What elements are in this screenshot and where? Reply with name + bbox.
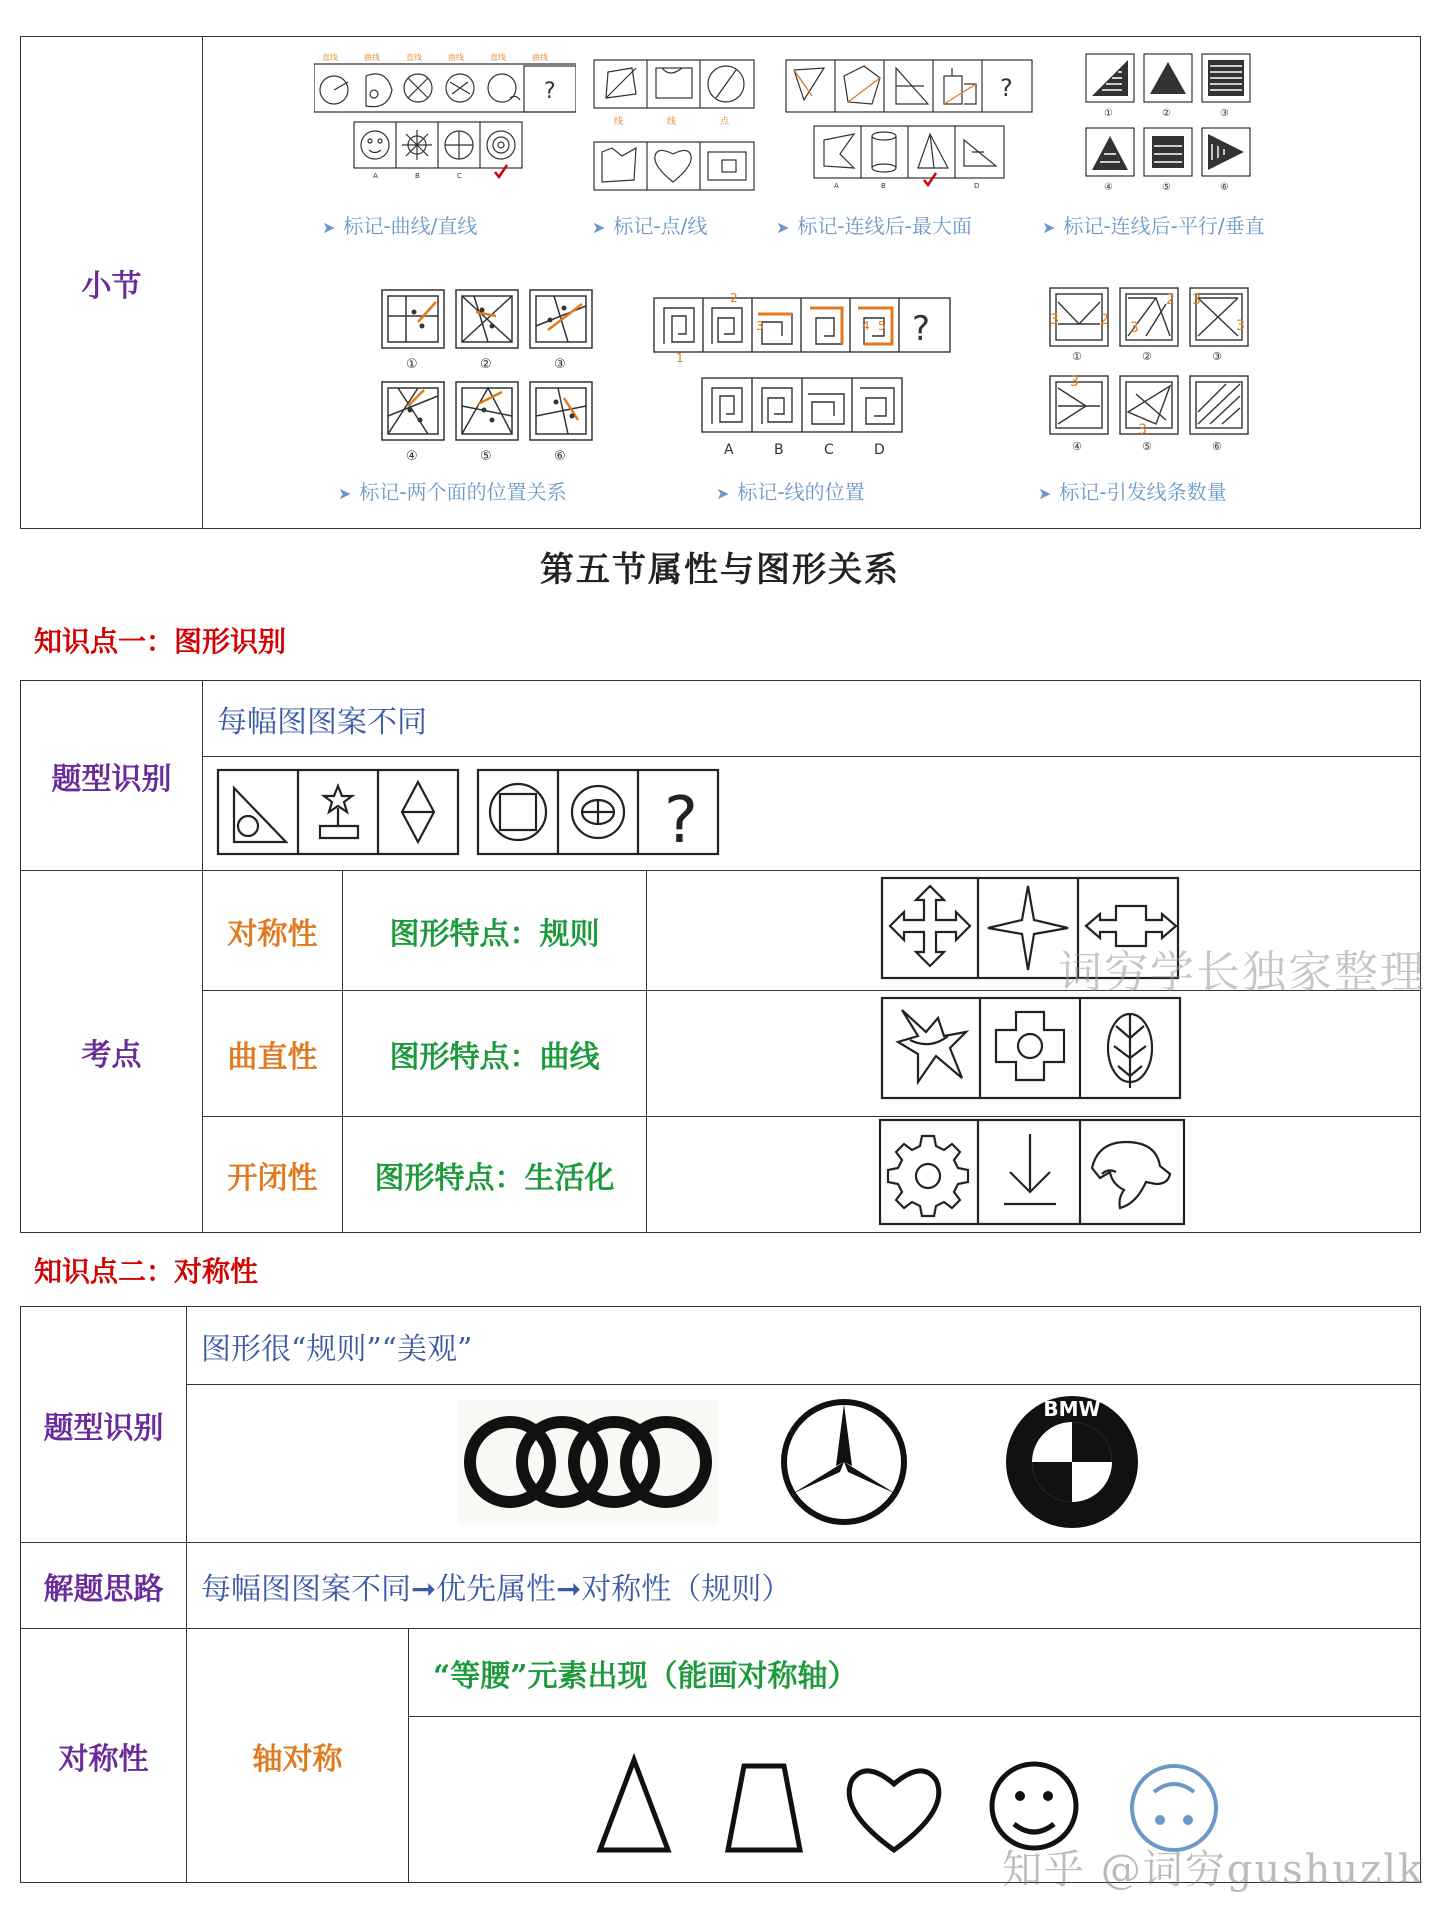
audi-logo bbox=[458, 1400, 718, 1524]
svg-text:①: ① bbox=[1072, 350, 1082, 363]
caption-line-count bbox=[1038, 476, 1227, 505]
svg-text:⑤: ⑤ bbox=[1142, 440, 1152, 453]
kp1-row-curvature: 曲直性 bbox=[203, 991, 343, 1117]
arrow-right-icon: ➤ bbox=[776, 218, 790, 237]
svg-text:3: 3 bbox=[1050, 312, 1059, 328]
caption-line-position bbox=[716, 476, 865, 505]
caption-text: 标记-两个面的位置关系 bbox=[359, 480, 567, 504]
svg-text:C: C bbox=[457, 172, 462, 180]
svg-text:直线: 直线 bbox=[322, 53, 338, 62]
kp2-type-label: 题型识别 bbox=[21, 1307, 187, 1543]
kp2-axis-desc: “等腰”元素出现（能画对称轴） bbox=[409, 1629, 1421, 1717]
kp1-feature-life: 图形特点：生活化 bbox=[343, 1117, 647, 1233]
kp1-row-symmetry: 对称性 bbox=[203, 871, 343, 991]
svg-text:5: 5 bbox=[878, 319, 886, 333]
svg-text:④: ④ bbox=[406, 449, 418, 464]
figure-two-faces-position bbox=[378, 286, 598, 464]
svg-text:点: 点 bbox=[720, 117, 730, 127]
svg-text:3: 3 bbox=[1070, 374, 1079, 390]
svg-text:直线: 直线 bbox=[406, 53, 422, 62]
svg-text:?: ? bbox=[664, 784, 698, 856]
svg-text:3: 3 bbox=[1192, 292, 1201, 308]
svg-text:①: ① bbox=[406, 357, 418, 372]
section-title: 第五节属性与图形关系 bbox=[540, 550, 900, 590]
svg-text:A: A bbox=[724, 442, 734, 458]
kp1-example-figures bbox=[216, 768, 720, 856]
svg-text:C: C bbox=[824, 442, 834, 458]
figure-parallel-perpendicular bbox=[1082, 50, 1262, 198]
caption-largest-face bbox=[776, 210, 972, 239]
svg-text:3: 3 bbox=[756, 319, 764, 333]
svg-text:1: 1 bbox=[676, 351, 684, 365]
kp1-type-label: 题型识别 bbox=[21, 681, 203, 871]
kp2-type-desc: 图形很“规则”“美观” bbox=[187, 1307, 1421, 1385]
section-label: 小节 bbox=[21, 37, 203, 529]
svg-text:⑥: ⑥ bbox=[1212, 440, 1222, 453]
kp1-openclose-shapes bbox=[878, 1118, 1186, 1226]
svg-text:②: ② bbox=[1162, 108, 1171, 119]
kp1-curvature-shapes bbox=[880, 996, 1184, 1100]
svg-text:3: 3 bbox=[1138, 422, 1147, 438]
arrow-icon: ➞ bbox=[556, 1571, 582, 1607]
arrow-right-icon: ➤ bbox=[338, 484, 352, 503]
kp1-type-desc: 每幅图图案不同 bbox=[203, 681, 1421, 757]
svg-text:?: ? bbox=[912, 309, 931, 349]
kp2-axis-label: 轴对称 bbox=[187, 1629, 409, 1883]
svg-text:直线: 直线 bbox=[490, 53, 506, 62]
svg-text:②: ② bbox=[1142, 350, 1152, 363]
caption-text: 标记-曲线/直线 bbox=[343, 214, 478, 238]
svg-text:曲线: 曲线 bbox=[364, 53, 380, 62]
svg-text:B: B bbox=[881, 182, 886, 190]
arrow-right-icon: ➤ bbox=[592, 218, 606, 237]
kp1-row-openclose: 开闭性 bbox=[203, 1117, 343, 1233]
svg-text:③: ③ bbox=[554, 357, 566, 372]
figure-largest-face bbox=[784, 56, 1034, 196]
svg-text:A: A bbox=[834, 182, 839, 190]
figure-curve-straight bbox=[314, 52, 576, 182]
caption-text: 标记-引发线条数量 bbox=[1059, 480, 1227, 504]
kp2-idea-label: 解题思路 bbox=[21, 1543, 187, 1629]
arrow-right-icon: ➤ bbox=[322, 218, 336, 237]
arrow-right-icon: ➤ bbox=[1038, 484, 1052, 503]
svg-text:⑤: ⑤ bbox=[1162, 182, 1171, 193]
knowledge-point-1-heading: 知识点一：图形识别 bbox=[34, 625, 287, 658]
svg-text:⑥: ⑥ bbox=[1220, 182, 1229, 193]
kp1-feature-curve: 图形特点：曲线 bbox=[343, 991, 647, 1117]
figure-line-position bbox=[652, 290, 954, 460]
svg-text:2: 2 bbox=[1166, 292, 1175, 308]
svg-text:BMW: BMW bbox=[1043, 1397, 1101, 1421]
svg-text:2: 2 bbox=[1100, 312, 1109, 328]
svg-text:?: ? bbox=[1000, 74, 1013, 102]
footer-watermark: 知乎 @词穷gushuzlk bbox=[1002, 1847, 1425, 1893]
svg-text:A: A bbox=[373, 172, 378, 180]
figure-line-count bbox=[1046, 284, 1256, 456]
svg-text:3: 3 bbox=[1236, 318, 1245, 334]
svg-text:?: ? bbox=[544, 79, 556, 104]
svg-text:B: B bbox=[774, 442, 784, 458]
arrow-right-icon: ➤ bbox=[1042, 218, 1056, 237]
mercedes-logo bbox=[774, 1396, 914, 1528]
arrow-icon: ➞ bbox=[411, 1571, 437, 1607]
kp2-idea-text bbox=[187, 1543, 1421, 1629]
idea-part-1: 每幅图图案不同 bbox=[201, 1571, 411, 1607]
caption-text: 标记-点/线 bbox=[613, 214, 708, 238]
kp1-feature-regular: 图形特点：规则 bbox=[343, 871, 647, 991]
watermark-text: 词穷学长独家整理 bbox=[1058, 947, 1426, 998]
svg-text:线: 线 bbox=[667, 117, 677, 127]
svg-text:曲线: 曲线 bbox=[448, 53, 464, 62]
arrow-right-icon: ➤ bbox=[716, 484, 730, 503]
caption-point-line bbox=[592, 210, 707, 239]
caption-two-faces bbox=[338, 476, 567, 505]
figure-point-line bbox=[592, 52, 764, 198]
idea-part-3: 对称性（规则） bbox=[581, 1571, 792, 1607]
kp1-kaodian-label: 考点 bbox=[21, 871, 203, 1233]
knowledge-point-2-heading: 知识点二：对称性 bbox=[34, 1255, 259, 1288]
svg-text:D: D bbox=[974, 182, 980, 190]
svg-text:⑥: ⑥ bbox=[554, 449, 566, 464]
svg-text:③: ③ bbox=[1212, 350, 1222, 363]
svg-text:线: 线 bbox=[614, 117, 624, 127]
svg-text:B: B bbox=[415, 172, 420, 180]
svg-text:③: ③ bbox=[1220, 108, 1229, 119]
caption-curve-straight bbox=[322, 210, 477, 239]
kp2-sym-label: 对称性 bbox=[21, 1629, 187, 1883]
caption-text: 标记-线的位置 bbox=[737, 480, 865, 504]
caption-text: 标记-连线后-最大面 bbox=[797, 214, 972, 238]
svg-text:②: ② bbox=[480, 357, 492, 372]
idea-part-2: 优先属性 bbox=[436, 1571, 557, 1607]
svg-text:④: ④ bbox=[1072, 440, 1082, 453]
svg-text:⑤: ⑤ bbox=[480, 449, 492, 464]
svg-text:曲线: 曲线 bbox=[532, 53, 548, 62]
caption-parallel-perpendicular bbox=[1042, 210, 1265, 239]
bmw-logo bbox=[998, 1392, 1146, 1532]
svg-text:2: 2 bbox=[730, 291, 738, 305]
svg-text:3: 3 bbox=[1130, 320, 1139, 336]
svg-text:D: D bbox=[874, 442, 885, 458]
svg-text:④: ④ bbox=[1104, 182, 1113, 193]
svg-text:4: 4 bbox=[862, 319, 870, 333]
svg-text:①: ① bbox=[1104, 108, 1113, 119]
caption-text: 标记-连线后-平行/垂直 bbox=[1063, 214, 1265, 238]
